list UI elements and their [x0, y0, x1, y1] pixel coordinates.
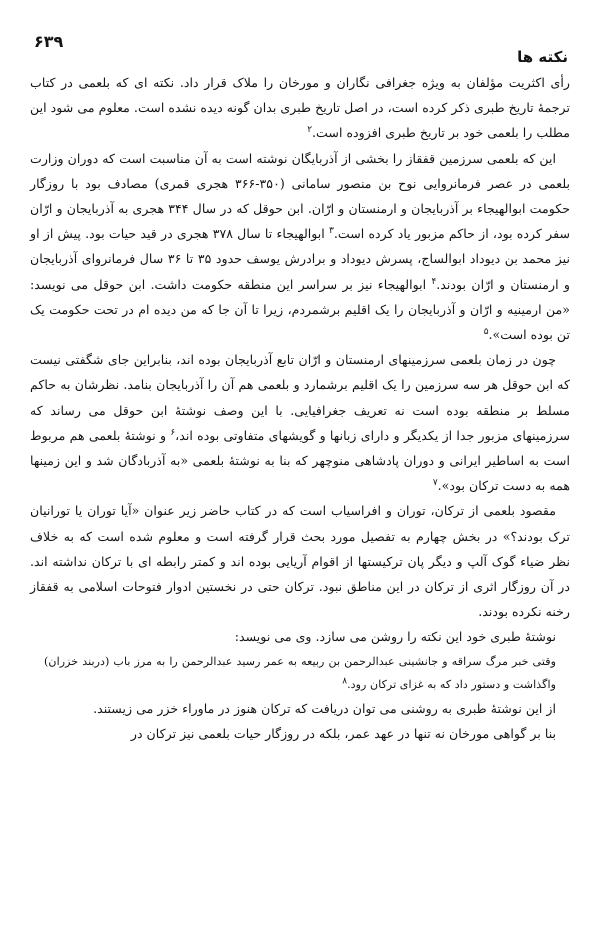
paragraph-text: نوشتهٔ طبری خود این نکته را روشن می سازد. وی می نویسد:: [234, 629, 556, 645]
footnote-marker: ۸: [342, 675, 348, 686]
paragraph-text: بنا بر گواهی مورخان نه تنها در عهد عمر، بلکه در روزگار حیات بلعمی نیز ترکان در: [130, 725, 556, 741]
closing-text: [30, 696, 570, 746]
footnote-marker: ۶: [170, 427, 176, 438]
page-number: ۶۳۹: [34, 32, 64, 51]
paragraph-4: [30, 498, 570, 624]
footnote-marker: ۳: [329, 226, 334, 237]
paragraph-2: [30, 146, 570, 348]
block-quote: [30, 650, 570, 696]
paragraph-text: و نوشتهٔ بلعمی هم مربوط است به اساطیر ایرانی و دوران پادشاهی منوچهر که بنا به نوشتهٔ بلعمی «به آذربادگان شد و این زمینها همه به دست ترکان بود».: [30, 427, 570, 494]
footnote-marker: ۵: [483, 326, 489, 337]
chapter-title: نکته ها: [517, 48, 568, 66]
footnote-marker: ۴: [431, 276, 437, 287]
paragraph-text: ابوالهیجاء تا سال ۳۷۸ هجری در قید حیات بود. پیش از او نیز محمد بن دیوداد ابوالساج، پسرش دیوداد و برادرش یوسف حدود ۳۵ تا ۳۶ سال فرمانروای آذربایجان و ارمنستان و ارّان بودند.: [30, 226, 570, 292]
paragraph-text: ابوالهیجاء نیز بر سراسر این منطقه حکومت داشت. ابن حوقل می نویسد: «من ارمینیه و ارّان و آذربایجان را یک اقلیم برشمردم، زیرا تا آن جا که من دیده ام در تحت حکومت یک تن بوده است».: [30, 276, 570, 343]
paragraph-3: [30, 347, 570, 498]
paragraph-text: مقصود بلعمی از ترکان، توران و افراسیاب است که در کتاب حاضر زیر عنوان «آیا توران یا تورانیان ترک بودند؟» در بخش چهارم به تفصیل مورد بحث قرار گرفته است و معلوم شده است که به خلاف نظر ضیاء گوک آلپ و دیگر پان ترکیستها از اقوام آریایی بوده اند و کمتر رابطه ای با ترکان نداشته اند. در آن روزگار اثری از ترکان در این مناطق نبود. ترکان حتی در نخستین ادوار فتوحات اسلامی به قفقاز رخنه نکرده بودند.: [30, 503, 570, 620]
footnote-marker: ۷: [432, 478, 438, 489]
body-text: [30, 70, 570, 650]
paragraph-text: چون در زمان بلعمی سرزمینهای ارمنستان و ارّان تابع آذربایجان بوده اند، بنابراین جای شگفتی نیست که ابن حوقل هر سه سرزمین را یک اقلیم برشمارد و بلعمی هم آن را آذربایجان بنامد. نظرشان به حاکم مسلط بر منطقه بوده است نه تعریف جغرافیایی. با این وصف نوشتهٔ ابن حوقل می رساند که سرزمینهای مزبور جدا از یکدیگر و دارای زبانها و گویشهای متفاوتی بوده اند،: [30, 352, 570, 443]
footnote-marker: ۲: [307, 125, 313, 136]
paragraph-6: [30, 696, 570, 721]
paragraph-text: رأی اکثریت مؤلفان به ویژه جغرافی نگاران و مورخان را ملاک قرار داد. نکته ای که بلعمی در کتاب ترجمهٔ تاریخ طبری ذکر کرده است، در اصل تاریخ طبری بدان گونه دیده نشده است. معلوم می شود این مطلب را بلعمی خود بر تاریخ طبری افزوده است.: [30, 75, 570, 141]
paragraph-1: [30, 70, 570, 146]
paragraph-text: از این نوشتهٔ طبری به روشنی می توان دریافت که ترکان هنوز در ماوراء خزر می زیستند.: [93, 700, 556, 716]
quote-text: وقتی خبر مرگ سراقه و جانشینی عبدالرحمن بن ربیعه به عمر رسید عبدالرحمن را به مرز باب (دربند خزران) واگذاشت و دستور داد که به غزای ترکان رود.: [44, 654, 556, 691]
paragraph-5: [30, 624, 570, 649]
paragraph-7: [30, 721, 570, 746]
page-header: [30, 26, 570, 70]
paragraph-text: این که بلعمی سرزمین قفقاز را بخشی از آذربایگان نوشته است به آن مناسبت است که دوران وزارت بلعمی در عصر فرمانروایی نوح بن منصور سامانی (۳۵۰-۳۶۶ هجری قمری) مصادف بود با روزگار حکومت ابوالهیجاء بر آذربایجان و ارمنستان و ارّان. ابن حوقل که در سال ۳۴۴ هجری به آذربایجان و ارّان سفر کرده بود، از حاکم مزبور یاد کرده است.: [30, 150, 571, 242]
